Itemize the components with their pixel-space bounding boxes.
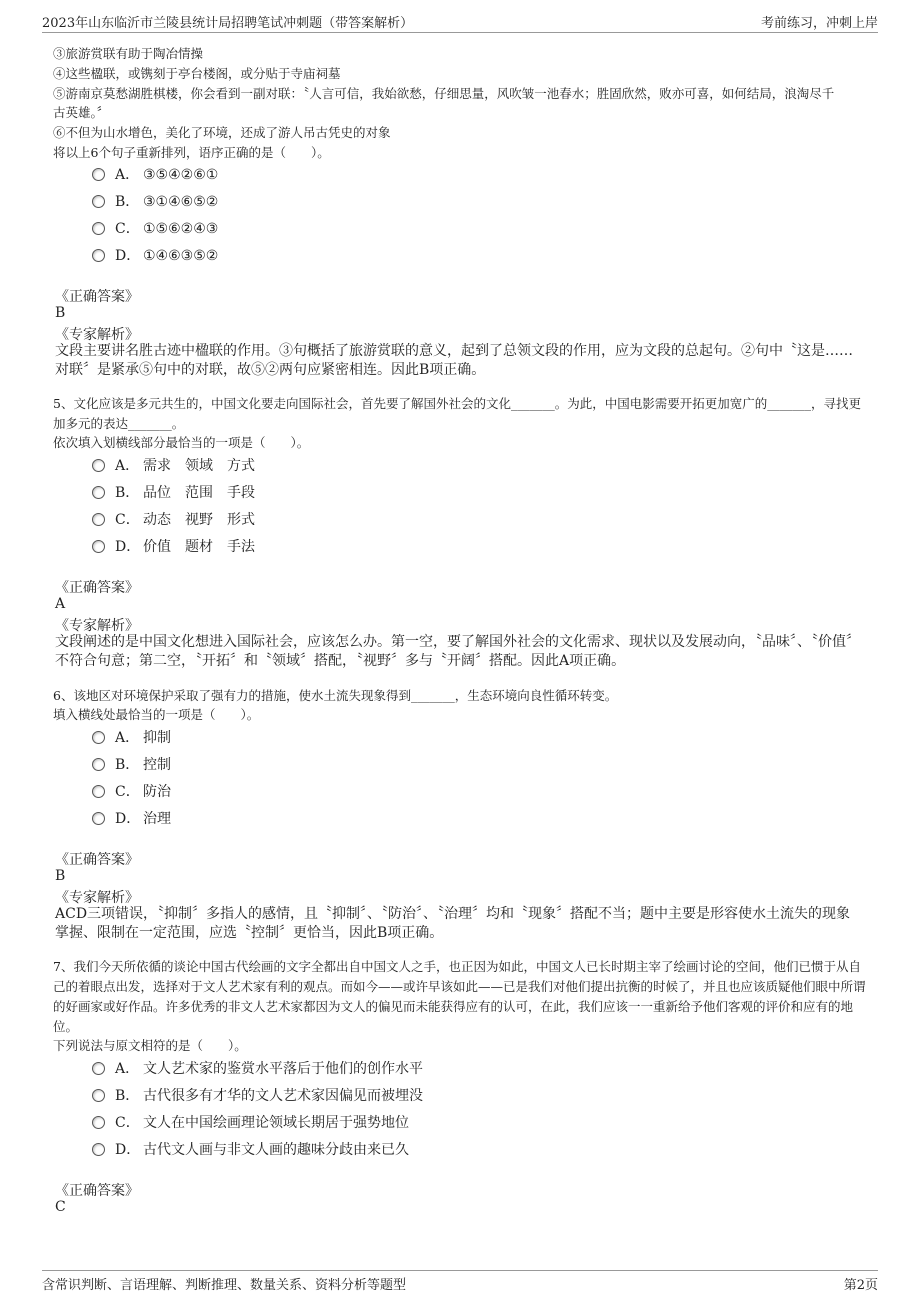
- q4-line-5: ⑤游南京莫愁湖胜棋楼，你会看到一副对联：〝人言可信，我始欲愁，仔细思量，风吹皱一池春水；胜固欣然，败亦可喜，如何结局，浪淘尽千: [53, 86, 835, 101]
- q4-option-c[interactable]: C． ①⑤⑥②④③: [92, 218, 218, 238]
- radio-icon[interactable]: [92, 249, 105, 262]
- q6-answer: B: [55, 868, 66, 884]
- q6-option-b[interactable]: B． 控制: [92, 754, 171, 774]
- q6-stem: 6、该地区对环境保护采取了强有力的措施，使水土流失现象得到_______，生态环境向良性循环转变。: [53, 688, 618, 703]
- q4-answer: B: [55, 305, 66, 321]
- radio-icon[interactable]: [92, 812, 105, 825]
- q5-stem: 5、文化应该是多元共生的，中国文化要走向国际社会，首先要了解国外社会的文化_______。为此，中国电影需要开拓更加宽广的_______，寻找更加多元的表达_______。: [53, 396, 861, 431]
- q7-answer-label: 《正确答案》: [55, 1183, 139, 1199]
- q7-option-d[interactable]: D． 古代文人画与非文人画的趣味分歧由来已久: [92, 1139, 409, 1159]
- q4-answer-label: 《正确答案》: [55, 289, 139, 305]
- radio-icon[interactable]: [92, 1143, 105, 1156]
- radio-icon[interactable]: [92, 540, 105, 553]
- q6-option-d[interactable]: D． 治理: [92, 808, 171, 828]
- q5-analysis: 文段阐述的是中国文化想进入国际社会，应该怎么办。第一空，要了解国外社会的文化需求、现状以及发展动向，〝品味〞、〝价值〞不符合句意；第二空，〝开拓〞和〝领域〞搭配，〝视野〞多与〝开阔〞搭配。因此A项正确。: [55, 634, 853, 669]
- q4-line-5-cont: 古英雄。〞: [53, 105, 110, 120]
- radio-icon[interactable]: [92, 785, 105, 798]
- q5-answer-label: 《正确答案》: [55, 580, 139, 596]
- radio-icon[interactable]: [92, 731, 105, 744]
- radio-icon[interactable]: [92, 1062, 105, 1075]
- q5-option-a[interactable]: A． 需求 领域 方式: [92, 455, 255, 475]
- document-title: 2023年山东临沂市兰陵县统计局招聘笔试冲刺题（带答案解析）: [42, 16, 414, 31]
- q7-answer: C: [55, 1199, 66, 1215]
- q4-line-3: ③旅游赏联有助于陶冶情操: [53, 46, 204, 61]
- q7-option-c[interactable]: C． 文人在中国绘画理论领域长期居于强势地位: [92, 1112, 409, 1132]
- q6-analysis: ACD三项错误，〝抑制〞多指人的感情，且〝抑制〞、〝防治〞、〝治理〞均和〝现象〞搭配不当；题中主要是形容使水土流失的现象掌握、限制在一定范围，应选〝控制〞更恰当，因此B项正确。: [55, 906, 851, 941]
- q7-prompt: 下列说法与原文相符的是（ ）。: [53, 1038, 247, 1053]
- radio-icon[interactable]: [92, 459, 105, 472]
- footer-description: 含常识判断、言语理解、判断推理、数量关系、资料分析等题型: [42, 1278, 407, 1293]
- q5-analysis-label: 《专家解析》: [55, 618, 139, 634]
- q4-option-a[interactable]: A． ③⑤④②⑥①: [92, 164, 218, 184]
- q5-option-c[interactable]: C． 动态 视野 形式: [92, 509, 255, 529]
- q6-analysis-label: 《专家解析》: [55, 890, 139, 906]
- q5-option-d[interactable]: D． 价值 题材 手法: [92, 536, 255, 556]
- radio-icon[interactable]: [92, 1089, 105, 1102]
- radio-icon[interactable]: [92, 195, 105, 208]
- q4-analysis: 文段主要讲名胜古迹中楹联的作用。③句概括了旅游赏联的意义，起到了总领文段的作用，应为文段的总起句。②句中〝这是……对联〞是紧承⑤句中的对联，故⑤②两句应紧密相连。因此B项正确。: [55, 343, 853, 378]
- radio-icon[interactable]: [92, 513, 105, 526]
- page-number: 第2页: [843, 1278, 878, 1293]
- q4-line-4: ④这些楹联，或镌刻于亭台楼阁，或分贴于寺庙祠墓: [53, 66, 341, 81]
- q6-option-c[interactable]: C． 防治: [92, 781, 171, 801]
- radio-icon[interactable]: [92, 486, 105, 499]
- q6-answer-label: 《正确答案》: [55, 852, 139, 868]
- header-slogan: 考前练习，冲刺上岸: [760, 16, 878, 31]
- q4-prompt: 将以上6个句子重新排列，语序正确的是（ ）。: [53, 145, 330, 160]
- q4-analysis-label: 《专家解析》: [55, 327, 139, 343]
- q6-option-a[interactable]: A． 抑制: [92, 727, 171, 747]
- q4-option-b[interactable]: B． ③①④⑥⑤②: [92, 191, 218, 211]
- q5-answer: A: [55, 596, 66, 612]
- q7-stem: 7、我们今天所依循的谈论中国古代绘画的文字全都出自中国文人之手，也正因为如此，中国文人已长时期主宰了绘画讨论的空间，他们已惯于从自己的着眼点出发，选择对于文人艺术家有利的观点。而如今——或许早该如此——已是我们对他们提出抗衡的时候了，并且也应该质疑他们眼中所谓的好画家或好作品。许多优秀的非文人艺术家都因为文人的偏见而未能获得应有的认可，在此，我们应该一一重新给予他们客观的评价和应有的地位。: [53, 959, 866, 1034]
- page-footer: [42, 1270, 878, 1293]
- radio-icon[interactable]: [92, 168, 105, 181]
- page-header: [42, 10, 878, 33]
- q5-option-b[interactable]: B． 品位 范围 手段: [92, 482, 255, 502]
- q5-prompt: 依次填入划横线部分最恰当的一项是（ ）。: [53, 435, 310, 450]
- q4-line-6: ⑥不但为山水增色，美化了环境，还成了游人吊古凭史的对象: [53, 125, 391, 140]
- radio-icon[interactable]: [92, 758, 105, 771]
- radio-icon[interactable]: [92, 222, 105, 235]
- q7-option-b[interactable]: B． 古代很多有才华的文人艺术家因偏见而被埋没: [92, 1085, 423, 1105]
- q4-option-d[interactable]: D． ①④⑥③⑤②: [92, 245, 218, 265]
- radio-icon[interactable]: [92, 1116, 105, 1129]
- q7-option-a[interactable]: A． 文人艺术家的鉴赏水平落后于他们的创作水平: [92, 1058, 423, 1078]
- q6-prompt: 填入横线处最恰当的一项是（ ）。: [53, 707, 260, 722]
